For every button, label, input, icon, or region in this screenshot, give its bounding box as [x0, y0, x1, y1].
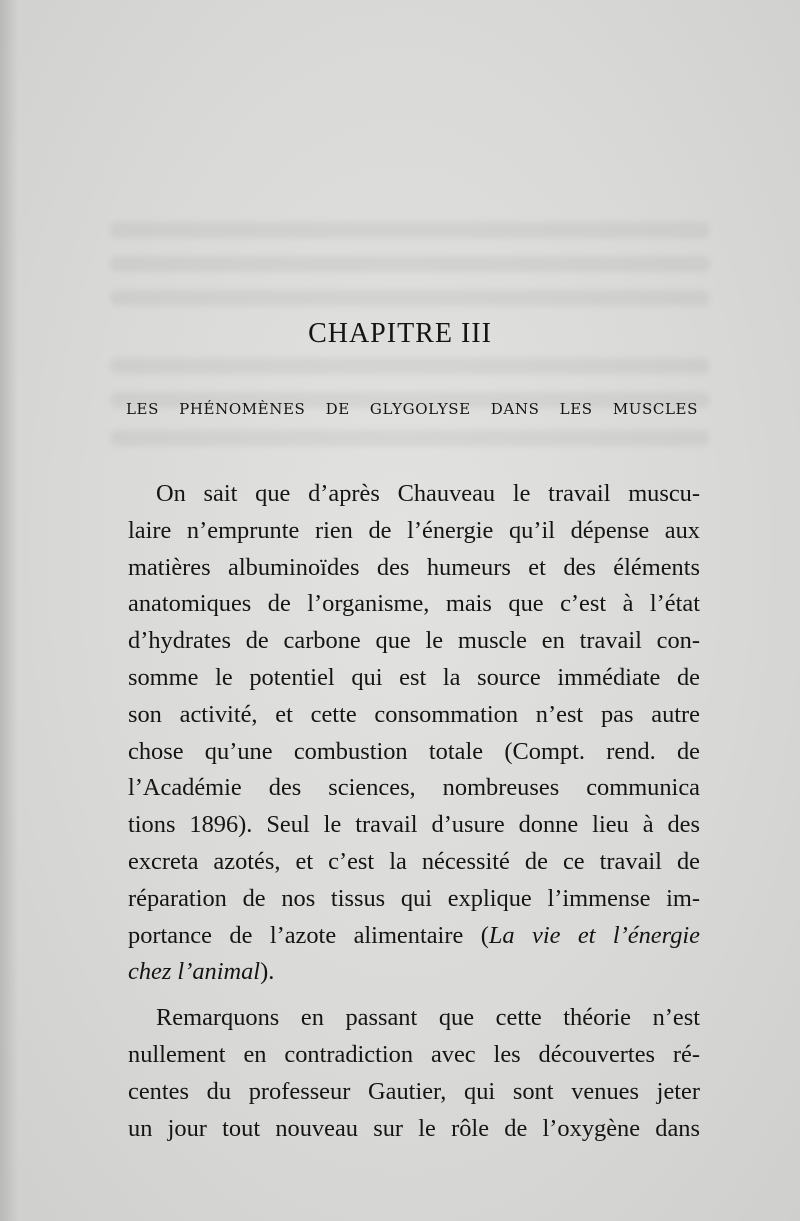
- text-line: l’Académie des sciences, nombreuses communica: [128, 774, 700, 802]
- text-line: centes du professeur Gautier, qui sont venues jeter: [128, 1077, 700, 1105]
- bleed-through: [110, 256, 710, 272]
- subtitle-word: LES: [126, 400, 159, 418]
- text-line: chose qu’une combustion totale (Compt. rend. de: [128, 737, 700, 765]
- text-line: nullement en contradiction avec les découvertes ré-: [128, 1040, 700, 1068]
- text-line: laire n’emprunte rien de l’énergie qu’il dépense aux: [128, 516, 700, 544]
- text-line: somme le potentiel qui est la source immédiate de: [128, 663, 700, 691]
- bleed-through: [110, 358, 710, 374]
- bleed-through: [110, 290, 710, 306]
- text-line: tions 1896). Seul le travail d’usure donne lieu à des: [128, 811, 700, 839]
- text-line: Remarquons en passant que cette théorie n’est: [156, 1004, 700, 1032]
- subtitle-word: PHÉNOMÈNES: [179, 400, 306, 418]
- text-line: anatomiques de l’organisme, mais que c’est à l’état: [128, 590, 700, 618]
- subtitle-word: MUSCLES: [612, 400, 698, 418]
- subtitle-word: LES: [559, 400, 593, 418]
- text-line: On sait que d’après Chauveau le travail muscu-: [156, 480, 700, 507]
- subtitle-word: DE: [325, 400, 350, 418]
- text-line: [128, 954, 700, 991]
- text-line: excreta azotés, et c’est la nécessité de ce travail de: [128, 847, 700, 875]
- text-line: [128, 918, 700, 955]
- paragraph-2: [128, 1000, 700, 1147]
- text-line: un jour tout nouveau sur le rôle de l’oxygène dans: [128, 1114, 700, 1142]
- paragraph-1: [128, 476, 700, 991]
- subtitle-word: DANS: [490, 400, 540, 418]
- chapter-title: CHAPITRE III: [308, 318, 492, 349]
- text-fragment: portance de l’azote alimentaire (: [128, 921, 489, 949]
- italic-citation: chez l’animal: [128, 958, 261, 986]
- text-line: matières albuminoïdes des humeurs et des éléments: [128, 553, 700, 581]
- text-line: réparation de nos tissus qui explique l’immense im-: [128, 884, 700, 912]
- italic-citation: La vie et l’énergie: [488, 921, 700, 949]
- text-line: son activité, et cette consommation n’est pas autre: [128, 700, 700, 728]
- bleed-through: [110, 222, 710, 238]
- subtitle-word: GLYGOLYSE: [369, 400, 471, 418]
- chapter-subtitle: [126, 400, 698, 418]
- bleed-through: [110, 430, 710, 446]
- text-line: d’hydrates de carbone que le muscle en travail con-: [128, 627, 700, 655]
- body-text: [128, 476, 700, 1147]
- page-edge-shadow: [0, 0, 18, 1221]
- text-fragment: ).: [260, 958, 275, 986]
